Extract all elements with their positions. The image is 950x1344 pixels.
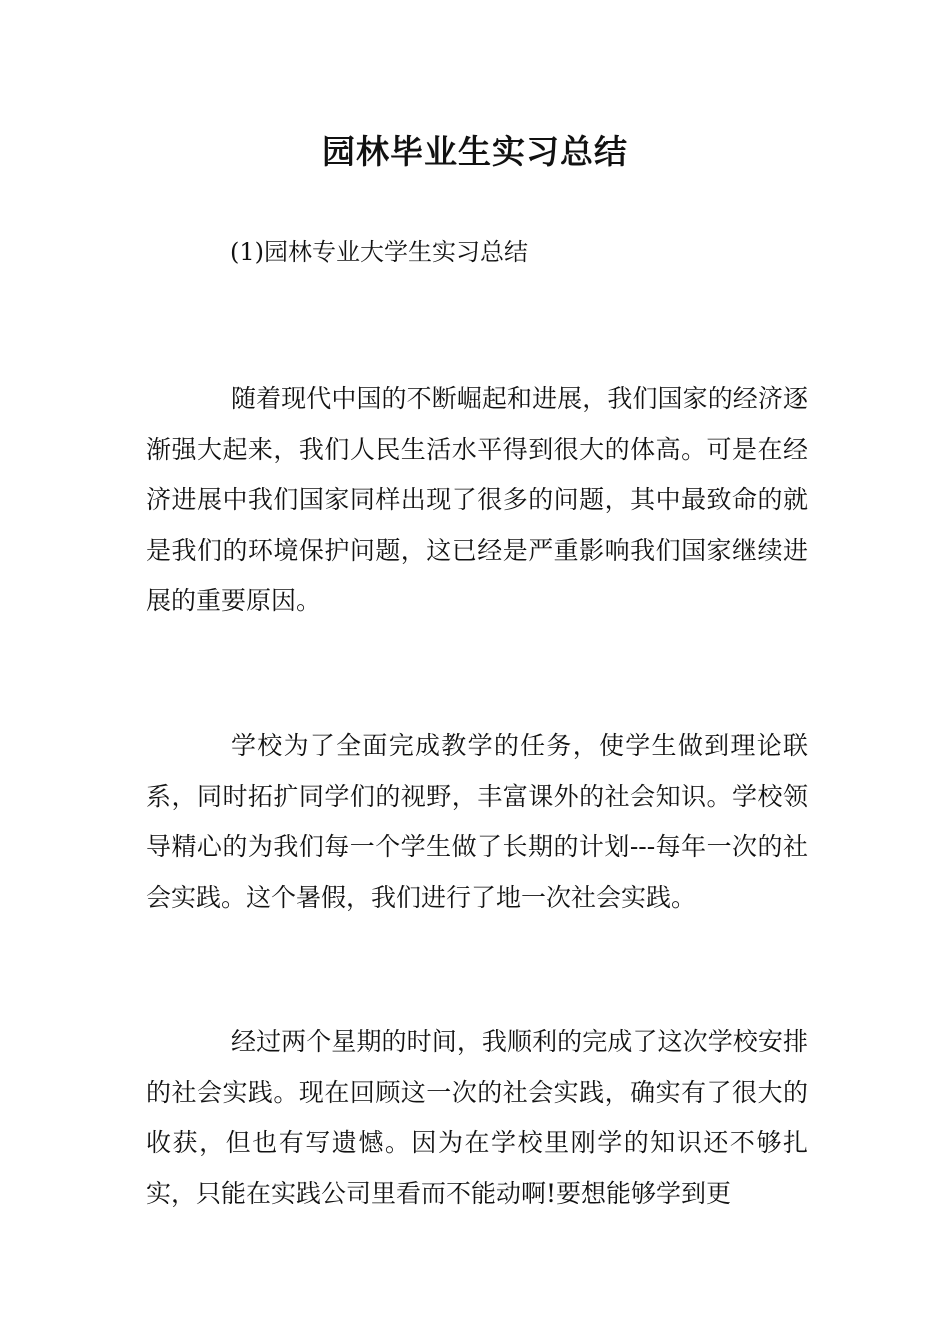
- paragraph-1: 随着现代中国的不断崛起和进展，我们国家的经济逐渐强大起来，我们人民生活水平得到很大的体高。可是在经济进展中我们国家同样出现了很多的问题，其中最致命的就是我们的环境保护问题，这已经是严重影响我们国家继续进展的重要原因。: [146, 384, 808, 615]
- paragraph-3: 经过两个星期的时间，我顺利的完成了这次学校安排的社会实践。现在回顾这一次的社会实践，确实有了很大的收获，但也有写遗憾。因为在学校里刚学的知识还不够扎实，只能在实践公司里看而不能动啊!要想能够学到更: [146, 1027, 808, 1208]
- paragraph-2: 学校为了全面完成教学的任务，使学生做到理论联系，同时拓扩同学们的视野，丰富课外的社会知识。学校领导精心的为我们每一个学生做了长期的计划---每年一次的社会实践。这个暑假，我们进行了地一次社会实践。: [146, 731, 808, 912]
- document-title: 园林毕业生实习总结: [322, 132, 628, 171]
- document-subtitle: (1)园林专业大学生实习总结: [230, 238, 528, 266]
